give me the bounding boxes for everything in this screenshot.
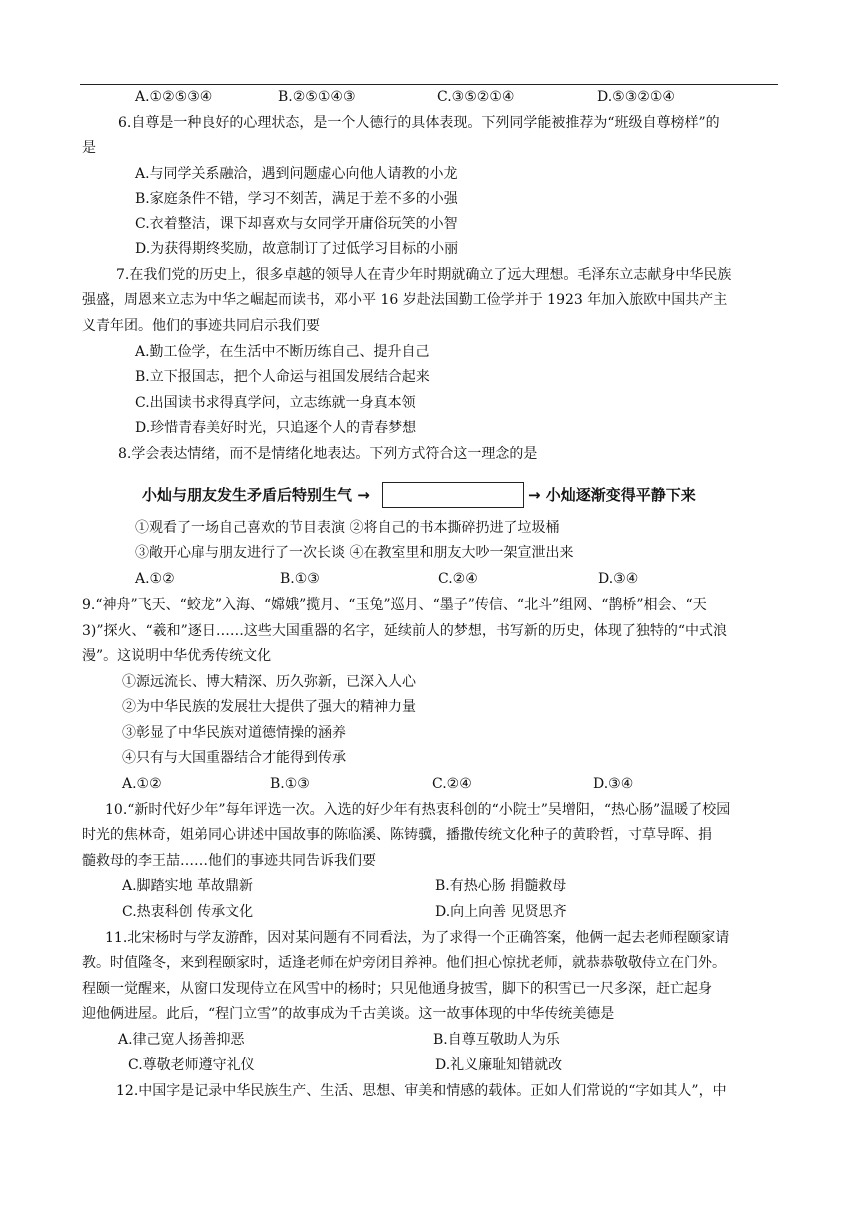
- flow-left-text: 小灿与朋友发生矛盾后特别生气 →: [142, 486, 370, 504]
- q8-items-line2: ③敞开心扉与朋友进行了一次长谈 ④在教室里和朋友大吵一架宣泄出来: [135, 545, 574, 561]
- q5-option-d: D.⑤③②①④: [597, 89, 675, 105]
- flow-blank-box: [382, 482, 524, 508]
- q8-option-c: C.②④: [438, 571, 478, 587]
- q11-option-c: C.尊敬老师遵守礼仪: [128, 1057, 255, 1073]
- q8-option-b: B.①③: [280, 571, 320, 587]
- q9-stem-line3: 漫”。这说明中华优秀传统文化: [82, 648, 272, 664]
- q8-option-d: D.③④: [598, 571, 639, 587]
- q10-option-c: C.热衷科创 传承文化: [122, 904, 254, 920]
- q7-stem-line2: 强盛，周恩来立志为中华之崛起而读书，邓小平 16 岁赴法国勤工俭学并于 1923 年加入旅欧中国共产主: [82, 292, 728, 308]
- q11-option-b: B.自尊互敬助人为乐: [433, 1032, 560, 1048]
- q9-option-d: D.③④: [593, 776, 634, 792]
- q6-option-c: C.衣着整洁，课下却喜欢与女同学开庸俗玩笑的小智: [135, 216, 458, 232]
- q8-items-line1: ①观看了一场自己喜欢的节目表演 ②将自己的书本撕碎扔进了垃圾桶: [135, 520, 560, 536]
- q10-option-a: A.脚踏实地 革故鼎新: [122, 878, 254, 894]
- q7-option-c: C.出国读书求得真学问，立志练就一身真本领: [135, 395, 416, 411]
- q9-option-a: A.①②: [122, 776, 162, 792]
- q7-stem-line1: 7.在我们党的历史上，很多卓越的领导人在青少年时期就确立了远大理想。毛泽东立志献身中华民族: [116, 267, 732, 283]
- q11-stem-line3: 程颐一觉醒来，从窗口发现侍立在风雪中的杨时；只见他通身披雪，脚下的积雪已一尺多深，赶亡起身: [82, 981, 712, 997]
- q8-flow-diagram: [142, 480, 722, 510]
- flow-right-text: → 小灿逐渐变得平静下来: [528, 486, 696, 504]
- q9-item-3: ③彰显了中华民族对道德情操的涵养: [122, 725, 346, 741]
- q8-option-a: A.①②: [135, 571, 175, 587]
- q10-stem-line3: 髓救母的李王喆……他们的事迹共同告诉我们要: [82, 853, 376, 869]
- q10-option-b: B.有热心肠 捐髓救母: [435, 878, 567, 894]
- q9-item-2: ②为中华民族的发展壮大提供了强大的精神力量: [122, 699, 416, 715]
- q9-stem-line2: 3)”探火、“羲和”逐日……这些大国重器的名字，延续前人的梦想，书写新的历史，体现了独特的“中式浪: [82, 623, 727, 639]
- q6-option-a: A.与同学关系融洽，遇到问题虚心向他人请教的小龙: [135, 166, 458, 182]
- q10-stem-line1: 10.“新时代好少年”每年评选一次。入选的好少年有热衷科创的“小院士”吴增阳，“热心肠”温暖了校园: [105, 802, 731, 818]
- q11-option-a: A.律己宽人扬善抑恶: [118, 1032, 245, 1048]
- q9-item-4: ④只有与大国重器结合才能得到传承: [122, 750, 346, 766]
- q9-stem-line1: 9.“神舟”飞天、“蛟龙”入海、“嫦娥”揽月、“玉兔”巡月、“墨子”传信、“北斗”组网、“鹊桥”相会、“天: [82, 597, 707, 613]
- q8-stem: 8.学会表达情绪，而不是情绪化地表达。下列方式符合这一理念的是: [118, 446, 538, 462]
- q11-stem-line4: 迎他俩进屋。此后，“程门立雪”的故事成为千古美谈。这一故事体现的中华传统美德是: [82, 1006, 615, 1022]
- q10-stem-line2: 时光的焦林奇，姐弟同心讲述中国故事的陈临溪、陈铸骥，播撒传统文化种子的黄聆哲，寸草导晖、捐: [82, 827, 712, 843]
- q9-option-b: B.①③: [270, 776, 310, 792]
- q9-item-1: ①源远流长、博大精深、历久弥新，已深入人心: [122, 674, 416, 690]
- header-rule: [80, 84, 778, 85]
- q7-option-d: D.珍惜青春美好时光，只追逐个人的青春梦想: [135, 420, 417, 436]
- q5-option-b: B.②⑤①④③: [278, 89, 356, 105]
- q5-option-c: C.③⑤②①④: [437, 89, 515, 105]
- q11-option-d: D.礼义廉耻知错就改: [435, 1057, 563, 1073]
- q6-option-d: D.为获得期终奖励，故意制订了过低学习目标的小丽: [135, 241, 459, 257]
- q12-stem-line1: 12.中国字是记录中华民族生产、生活、思想、审美和情感的载体。正如人们常说的“字如其人”，中: [116, 1083, 727, 1099]
- q7-option-a: A.勤工俭学，在生活中不断历练自己、提升自己: [135, 344, 430, 360]
- q6-stem-line1: 6.自尊是一种良好的心理状态，是一个人德行的具体表现。下列同学能被推荐为“班级自尊榜样”的: [118, 115, 720, 131]
- q6-stem-line2: 是: [82, 140, 96, 156]
- q11-stem-line1: 11.北宋杨时与学友游酢，因对某问题有不同看法，为了求得一个正确答案，他俩一起去老师程颐家请: [105, 930, 730, 946]
- q11-stem-line2: 教。时值隆冬，来到程颐家时，适逢老师在炉旁闭目养神。他们担心惊扰老师，就恭恭敬敬侍立在门外。: [82, 955, 726, 971]
- q9-option-c: C.②④: [432, 776, 472, 792]
- q5-option-a: A.①②⑤③④: [135, 89, 213, 105]
- q10-option-d: D.向上向善 见贤思齐: [435, 904, 567, 920]
- q6-option-b: B.家庭条件不错，学习不刻苦，满足于差不多的小强: [135, 191, 458, 207]
- q7-stem-line3: 义青年团。他们的事迹共同启示我们要: [82, 318, 320, 334]
- q7-option-b: B.立下报国志，把个人命运与祖国发展结合起来: [135, 369, 430, 385]
